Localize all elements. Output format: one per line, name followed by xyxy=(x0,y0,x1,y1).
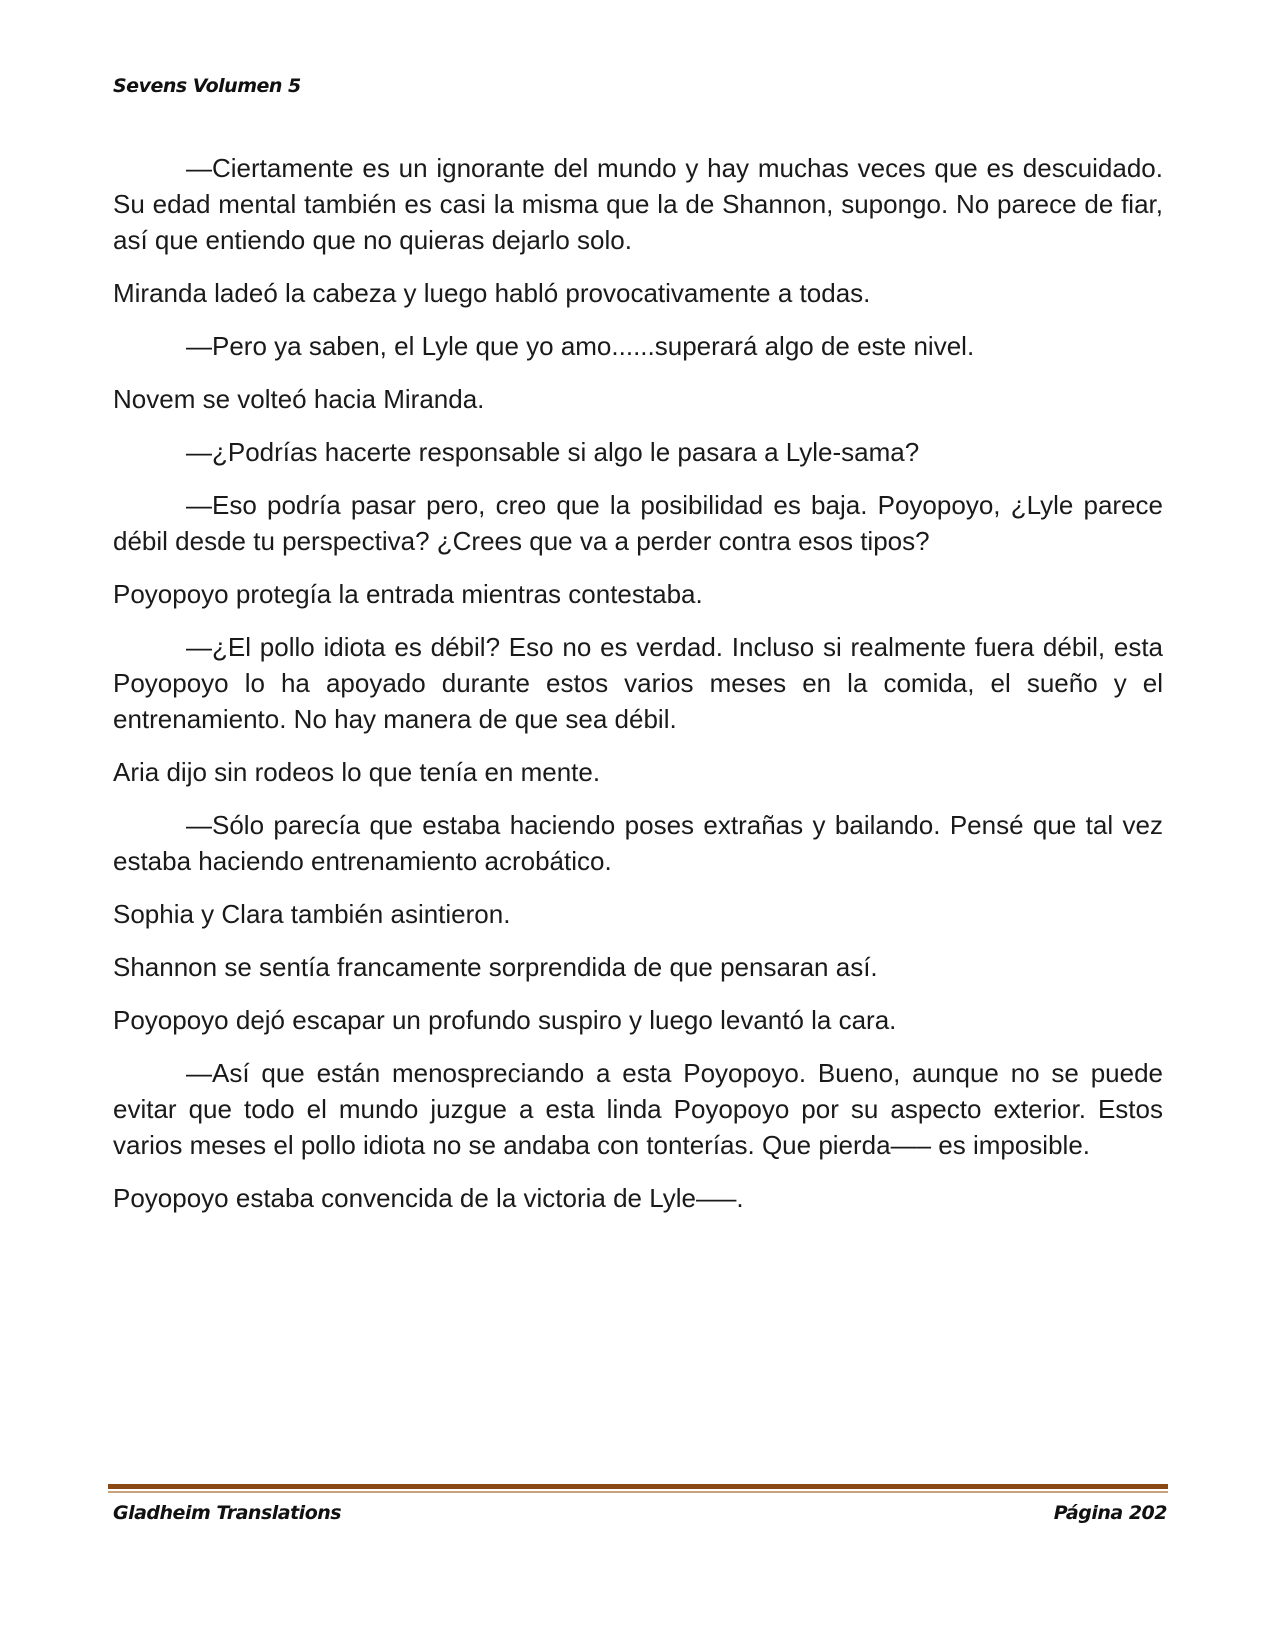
paragraph-4: Novem se volteó hacia Miranda. xyxy=(113,384,485,414)
footer-divider-thin xyxy=(108,1491,1168,1493)
paragraph-7: Poyopoyo protegía la entrada mientras contestaba. xyxy=(113,579,703,609)
footer-page-number: Página 202 xyxy=(1053,1502,1167,1524)
running-header-title: Sevens Volumen 5 xyxy=(113,75,301,97)
paragraph-2: Miranda ladeó la cabeza y luego habló provocativamente a todas. xyxy=(113,278,871,308)
paragraph-3: —Pero ya saben, el Lyle que yo amo......superará algo de este nivel. xyxy=(186,331,975,361)
paragraph-5: —¿Podrías hacerte responsable si algo le pasara a Lyle-sama? xyxy=(186,437,920,467)
paragraph-10: —Sólo parecía que estaba haciendo poses extrañas y bailando. Pensé que tal vez estaba haciendo entrenamiento acrobático. xyxy=(113,810,1163,876)
page-body xyxy=(113,150,1163,1233)
paragraph-8: —¿El pollo idiota es débil? Eso no es verdad. Incluso si realmente fuera débil, esta Poyopoyo lo ha apoyado durante estos varios meses en la comida, el sueño y el entrenamiento. No hay manera de que sea débil. xyxy=(113,632,1163,734)
paragraph-15: Poyopoyo estaba convencida de la victoria de Lyle—–. xyxy=(113,1183,744,1213)
paragraph-13: Poyopoyo dejó escapar un profundo suspiro y luego levantó la cara. xyxy=(113,1005,897,1035)
paragraph-6: —Eso podría pasar pero, creo que la posibilidad es baja. Poyopoyo, ¿Lyle parece débil desde tu perspectiva? ¿Crees que va a perder contra esos tipos? xyxy=(113,490,1163,556)
paragraph-12: Shannon se sentía francamente sorprendida de que pensaran así. xyxy=(113,952,878,982)
paragraph-11: Sophia y Clara también asintieron. xyxy=(113,899,511,929)
footer-divider xyxy=(108,1484,1168,1493)
paragraph-1: —Ciertamente es un ignorante del mundo y hay muchas veces que es descuidado. Su edad mental también es casi la misma que la de Shannon, supongo. No parece de fiar, así que entiendo que no quieras dejarlo solo. xyxy=(113,153,1163,255)
paragraph-9: Aria dijo sin rodeos lo que tenía en mente. xyxy=(113,757,601,787)
paragraph-14: —Así que están menospreciando a esta Poyopoyo. Bueno, aunque no se puede evitar que todo el mundo juzgue a esta linda Poyopoyo por su aspecto exterior. Estos varios meses el pollo idiota no se andaba con tonterías. Que pierda—– es imposible. xyxy=(113,1058,1163,1160)
footer-publisher: Gladheim Translations xyxy=(113,1502,342,1524)
